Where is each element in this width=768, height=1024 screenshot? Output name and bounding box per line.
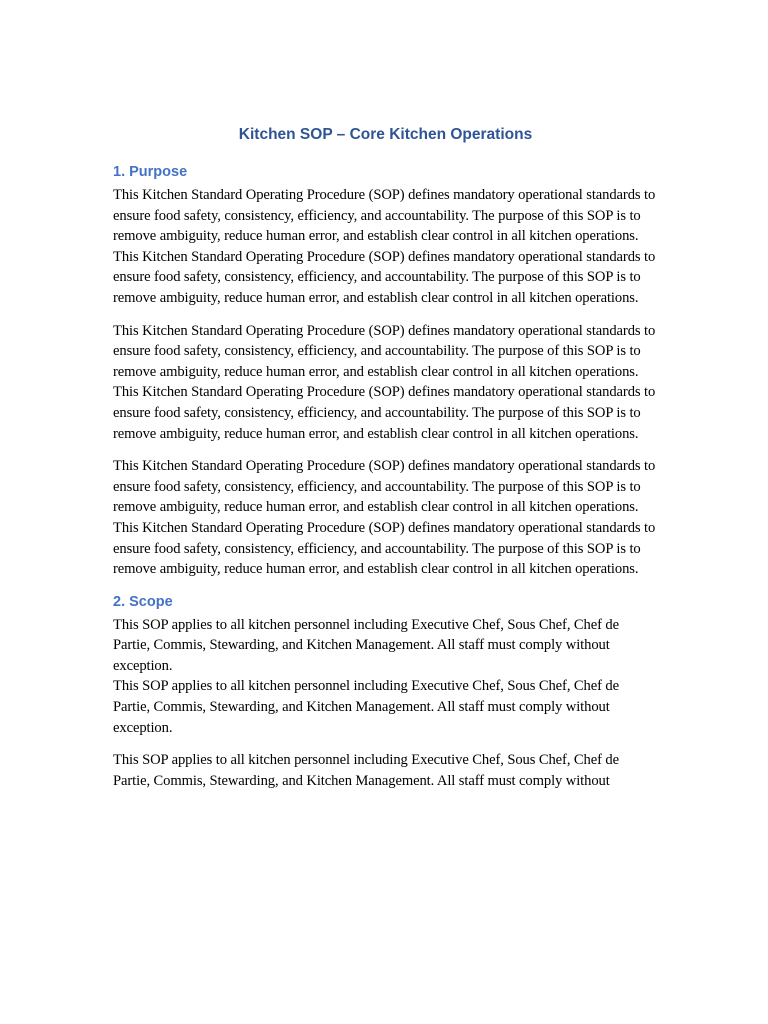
paragraph: This Kitchen Standard Operating Procedure (SOP) defines mandatory operational standards to ensure food safety, consistency, efficiency, and accountability. The purpose of this SOP is to remove ambiguity, reduce human error, and establish clear control in all kitchen operations. [113,248,656,306]
document-page [113,124,658,803]
paragraph-group [113,321,658,445]
section-purpose [113,162,658,580]
paragraph: This SOP applies to all kitchen personnel including Executive Chef, Sous Chef, Chef de Partie, Commis, Stewarding, and Kitchen Management. All staff must comply without exception. [113,678,620,736]
paragraph: This SOP applies to all kitchen personnel including Executive Chef, Sous Chef, Chef de Partie, Commis, Stewarding, and Kitchen Management. All staff must comply without [113,752,620,789]
section-scope [113,592,658,792]
paragraph-group [113,615,658,739]
paragraph-group [113,750,658,791]
paragraph: This Kitchen Standard Operating Procedure (SOP) defines mandatory operational standards to ensure food safety, consistency, efficiency, and accountability. The purpose of this SOP is to remove ambiguity, reduce human error, and establish clear control in all kitchen operations. [113,384,656,442]
paragraph: This Kitchen Standard Operating Procedure (SOP) defines mandatory operational standards to ensure food safety, consistency, efficiency, and accountability. The purpose of this SOP is to remove ambiguity, reduce human error, and establish clear control in all kitchen operations. [113,322,656,380]
document-title: Kitchen SOP – Core Kitchen Operations [238,126,533,143]
paragraph-group [113,456,658,580]
paragraph-group [113,185,658,309]
section-heading: 1. Purpose [113,164,188,180]
paragraph: This Kitchen Standard Operating Procedure (SOP) defines mandatory operational standards to ensure food safety, consistency, efficiency, and accountability. The purpose of this SOP is to remove ambiguity, reduce human error, and establish clear control in all kitchen operations. [113,458,656,516]
paragraph: This SOP applies to all kitchen personnel including Executive Chef, Sous Chef, Chef de Partie, Commis, Stewarding, and Kitchen Management. All staff must comply without exception. [113,616,620,674]
paragraph: This Kitchen Standard Operating Procedure (SOP) defines mandatory operational standards to ensure food safety, consistency, efficiency, and accountability. The purpose of this SOP is to remove ambiguity, reduce human error, and establish clear control in all kitchen operations. [113,187,656,245]
paragraph: This Kitchen Standard Operating Procedure (SOP) defines mandatory operational standards to ensure food safety, consistency, efficiency, and accountability. The purpose of this SOP is to remove ambiguity, reduce human error, and establish clear control in all kitchen operations. [113,519,656,578]
section-heading: 2. Scope [113,593,173,610]
